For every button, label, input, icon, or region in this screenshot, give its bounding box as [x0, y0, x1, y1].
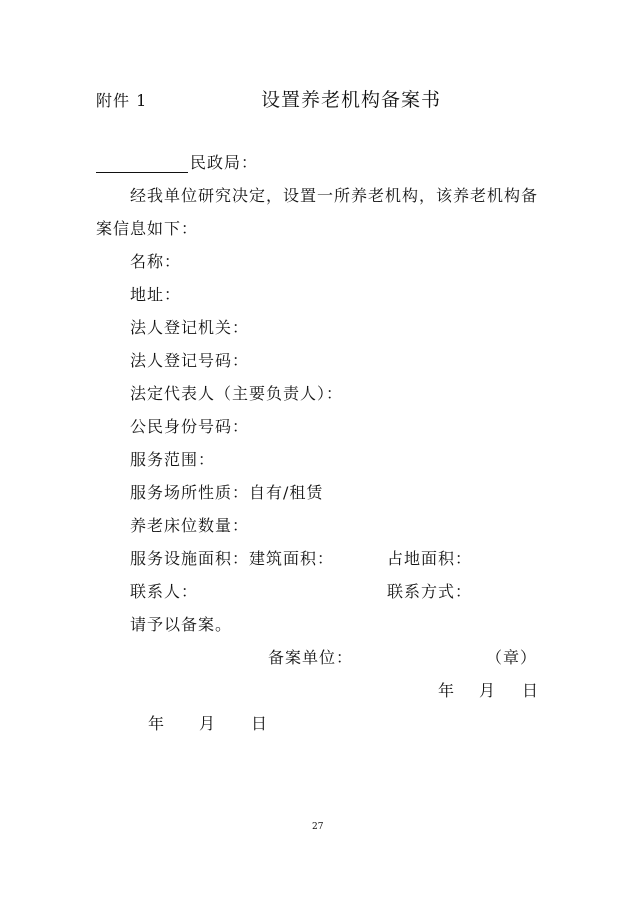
date1-month: 月 — [479, 681, 497, 700]
field-venue-nature: 服务场所性质：自有/租赁 — [130, 483, 324, 502]
field-registration-authority: 法人登记机关： — [130, 318, 250, 337]
seal-label: （章） — [486, 648, 538, 667]
field-address: 地址： — [130, 285, 182, 304]
field-name: 名称： — [130, 252, 182, 271]
date1-year: 年 — [438, 681, 456, 700]
addressee-line — [96, 150, 258, 173]
field-legal-representative: 法定代表人（主要负责人）： — [130, 384, 344, 403]
page-number: 27 — [312, 822, 324, 832]
field-registration-number: 法人登记号码： — [130, 351, 250, 370]
date2-month: 月 — [199, 714, 217, 733]
intro-line-1: 经我单位研究决定，设置一所养老机构，该养老机构备 — [130, 186, 539, 205]
date1-day: 日 — [522, 681, 540, 700]
field-service-area: 服务设施面积：建筑面积： — [130, 549, 335, 568]
filing-unit-label: 备案单位： — [268, 648, 354, 667]
date2-day: 日 — [251, 714, 269, 733]
field-bed-count: 养老床位数量： — [130, 516, 250, 535]
attachment-label: 附件 1 — [96, 91, 148, 110]
field-id-number: 公民身份号码： — [130, 417, 250, 436]
date2-year: 年 — [148, 714, 166, 733]
field-contact-method: 联系方式： — [387, 582, 473, 601]
closing-request: 请予以备案。 — [130, 615, 233, 634]
intro-line-2: 案信息如下： — [96, 219, 199, 238]
field-contact-person: 联系人： — [130, 582, 199, 601]
document-title: 设置养老机构备案书 — [261, 89, 442, 111]
field-service-scope: 服务范围： — [130, 450, 216, 469]
addressee-suffix: 民政局： — [190, 153, 259, 172]
addressee-blank — [96, 155, 188, 173]
field-land-area: 占地面积： — [387, 549, 473, 568]
